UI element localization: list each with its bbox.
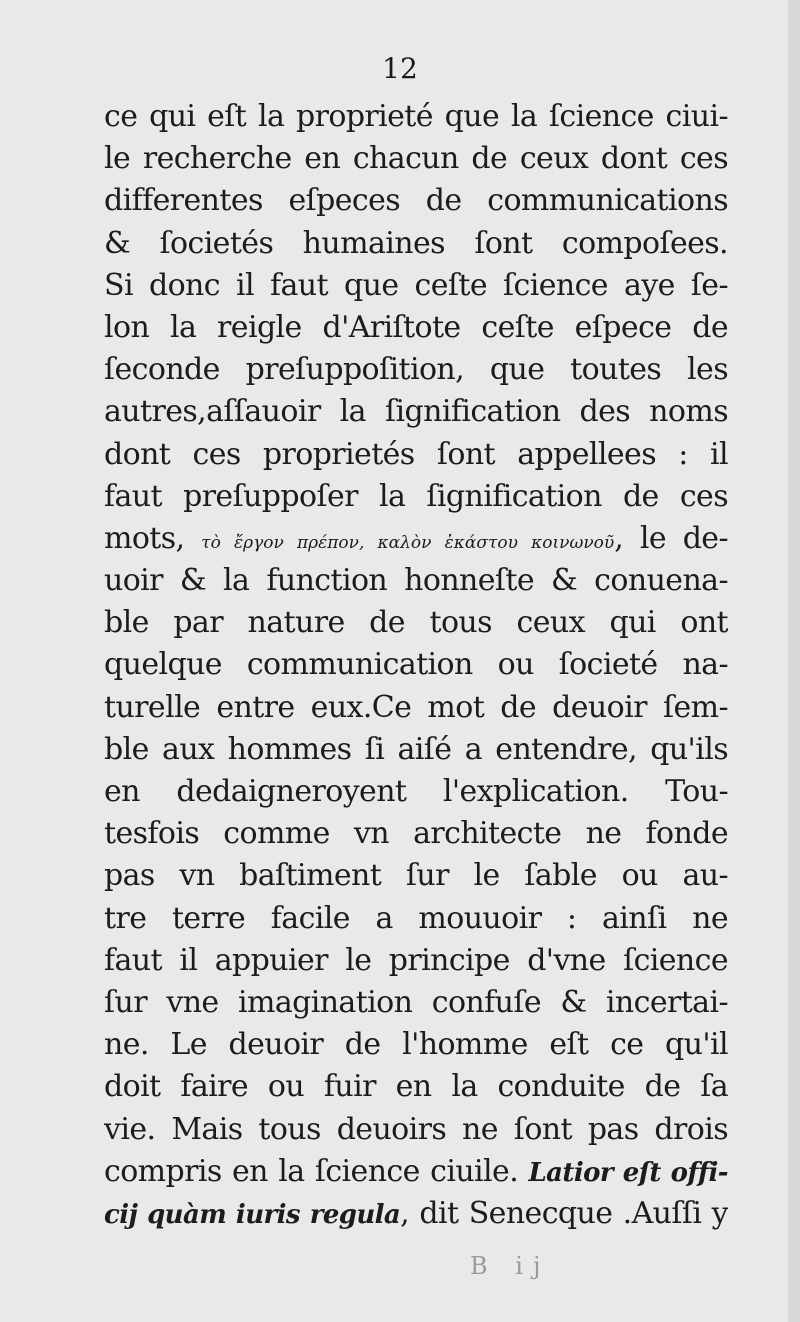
text-line: uoir & la function honneſte & conuena- [104, 563, 728, 599]
text-line: ſur vne imagination confuſe & incertai- [104, 984, 728, 1020]
text-line: & ſocietés humaines ſont compoſees. [104, 225, 728, 261]
text-line: tesfois comme vn architecte ne fonde [104, 816, 728, 852]
text-line: doit faire ou fuir en la conduite de ſa [104, 1069, 728, 1105]
text-line: ce qui eſt la proprieté que la ſcience ciui- [104, 99, 728, 134]
text-line: dont ces proprietés ſont appellees : il [104, 436, 728, 472]
text-line: en dedaigneroyent l'explication. Tou- [104, 774, 728, 809]
text-line: faut il appuier le principe d'vne ſcience [104, 942, 728, 978]
text-line: vie. Mais tous deuoirs ne ſont pas drois [104, 1111, 728, 1147]
text-line: ble aux hommes ſi aiſé a entendre, qu'ils [104, 731, 728, 767]
text-line: differentes eſpeces de communications [104, 183, 728, 219]
page-number: 12 [382, 52, 418, 85]
text-line: Si donc il faut que ceſte ſcience aye ſe- [104, 267, 728, 303]
text-line: ſeconde preſuppoſition, que toutes les [104, 352, 728, 388]
text-line: tre terre facile a mouuoir : ainſi ne [104, 900, 728, 936]
page-edge [788, 0, 800, 1322]
greek-quotation: τὸ ἔργον πρέπον, καλὸν ἑκάστου κοινωνοῦ [201, 532, 615, 553]
text-line: faut preſuppoſer la ſignification de ces [104, 478, 728, 514]
text-line: ne. Le deuoir de l'homme eſt ce qu'il [104, 1027, 728, 1063]
text-line: cij quàm iuris regula, dit Senecque .Auſſi y [104, 1195, 728, 1231]
text-line: turelle entre eux.Ce mot de deuoir ſem- [104, 689, 728, 725]
signature-mark: B ij [470, 1252, 551, 1280]
latin-quotation: cij quàm iuris regula [104, 1199, 401, 1230]
text-line: pas vn baſtiment ſur le ſable ou au- [104, 858, 728, 894]
text-line: lon la reigle d'Ariſtote ceſte eſpece de [104, 309, 728, 345]
text-line: compris en la ſcience ciuile. Latior eſt offi- [104, 1153, 728, 1189]
text-line: quelque communication ou ſocieté na- [104, 647, 728, 683]
text-line: mots, τὸ ἔργον πρέπον, καλὸν ἑκάστου κοινωνοῦ, le de- [104, 520, 728, 556]
text-line: autres,aſſauoir la ſignification des noms [104, 394, 728, 430]
body-text [104, 96, 728, 1235]
text-line: ble par nature de tous ceux qui ont [104, 605, 728, 641]
latin-quotation: Latior eſt offi- [528, 1157, 728, 1188]
text-line: le recherche en chacun de ceux dont ces [104, 141, 728, 177]
